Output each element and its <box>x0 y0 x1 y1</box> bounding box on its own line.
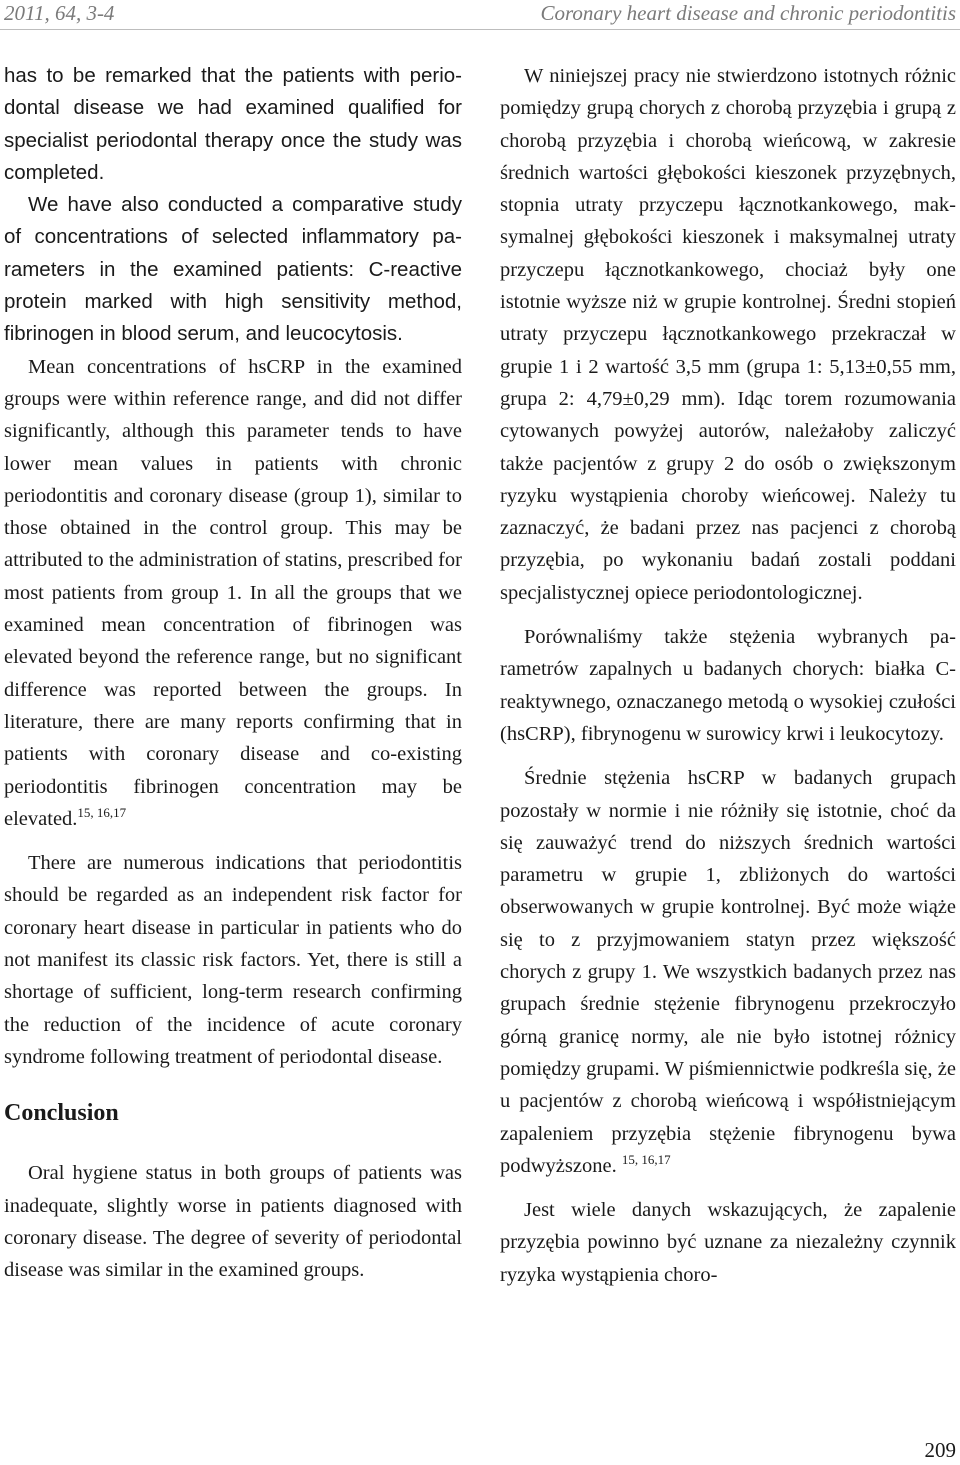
paragraph-polish-differences: W niniejszej pracy nie stwierdzono istotnych różnic pomiędzy grupą chorych z chorobą przyzębia i grupą z chorobą przyzębia i chorobą wieńcową, w zakresie średnich wartości głębokości kieszonek przyzębnych, stopnia utraty przyczepu łącznotkankowego, maksymalnej głębokości kieszonek i maksymalnej utraty przyczepu łącznotkankowego, chociaż były one istotnie wyższe niż w grupie kontrolnej. Średni stopień utraty przyczepu łącznotkankowego przekraczał w grupie 1 i 2 wartość 3,5 mm (grupa 1: 5,13±0,55 mm, grupa 2: 4,79±0,29 mm). Idąc torem rozumowania cytowanych powyżej autorów, należałoby zaliczyć także pacjentów z grupy 2 do osób o zwiększonym ryzyku wystąpienia choroby wieńcowej. Należy tu zaznaczyć, że badani przez nas pacjenci z chorobą przyzębia, po wykonaniu badań zostali poddani specjalistycznej opiece periodontologicznej. <box>500 65 956 604</box>
header-rule <box>0 29 960 30</box>
paragraph-polish-parameters: Porównaliśmy także stężenia wybranych parametrów zapalnych u badanych chorych: białka C-reaktywnego, oznaczanego metodą o wysokiej czułości (hsCRP), fibrynogenu w surowicy krwi i leukocytozy. <box>500 626 956 745</box>
paragraph-hscrp-results <box>4 351 462 835</box>
citation-reference: 15, 16,17 <box>621 1151 671 1167</box>
running-title: Coronary heart disease and chronic periodontitis <box>540 1 956 25</box>
paragraph-conclusion: Oral hygiene status in both groups of patients was inadequate, slightly worse in patients diagnosed with coronary disease. The degree of severity of periodontal disease was similar in the examined groups. <box>4 1162 462 1282</box>
running-header <box>0 0 960 30</box>
right-column <box>500 60 956 1291</box>
citation-reference: 15, 16,17 <box>77 804 127 820</box>
paragraph-comparative-study: We have also conducted a comparative study of concentrations of selected inflammatory parameters in the examined patients: C-reactive protein marked with high sensitivity method, fibrinogen in blood serum, and leucocytosis. <box>4 193 462 346</box>
paragraph-risk-factor: There are numerous indications that periodontitis should be regarded as an independent risk factor for coronary heart disease in particular in patients who do not manifest its classic risk factors. Yet, there is still a shortage of sufficient, long-term research confirming the reduction of the incidence of acute coronary syndrome following treatment of periodontal disease. <box>4 852 462 1068</box>
section-heading-conclusion: Conclusion <box>4 1100 119 1127</box>
paragraph-polish-risk: Jest wiele danych wskazujących, że zapalenie przyzębia powinno być uznane za niezależny czynnik ryzyka wystąpienia choro- <box>500 1199 956 1286</box>
paragraph-polish-hscrp-text: Średnie stężenia hsCRP w badanych grupach pozostały w normie i nie różniły się istotnie, choć da się zauważyć trend do niższych średnich wartości parametru w grupie 1, zbliżonych do wartości obserwowanych w grupie kontrolnej. Być może wiąże się to z przyjmowaniem statyn przez większość chorych z grupy 1. We wszystkich badanych przez nas grupach średnie stężenie fibrynogenu przekroczyło górną granicę normy, ale nie było istotnej różnicy pomiędzy grupami. W piśmiennictwie podkreśla się, że u pacjentów z chorobą wieńcową i współistniejącym zapaleniem przyzębia stężenie fibrynogenu bywa podwyższone. <box>500 767 956 1177</box>
left-column <box>4 60 462 1286</box>
paragraph-continuation: has to be remarked that the patients with periodontal disease we had examined qualified for specialist periodontal therapy once the study was completed. <box>4 64 462 184</box>
paragraph-polish-hscrp <box>500 762 956 1182</box>
paragraph-hscrp-text: Mean concentrations of hsCRP in the examined groups were within reference range, and did not differ significantly, although this parameter tends to have lower mean values in patients with chronic periodontitis and coronary disease (group 1), similar to those obtained in the control group. This may be attributed to the administration of statins, prescribed for most patients from group 1. In all the groups that we examined mean concentration of fibrinogen was elevated beyond the reference range, but no significant difference was reported between the groups. In literature, there are many reports confirming that in patients with coronary disease and co-existing periodontitis fibrinogen concentration may be elevated. <box>4 355 462 830</box>
journal-citation: 2011, 64, 3-4 <box>4 1 115 25</box>
page-number: 209 <box>924 1438 956 1462</box>
